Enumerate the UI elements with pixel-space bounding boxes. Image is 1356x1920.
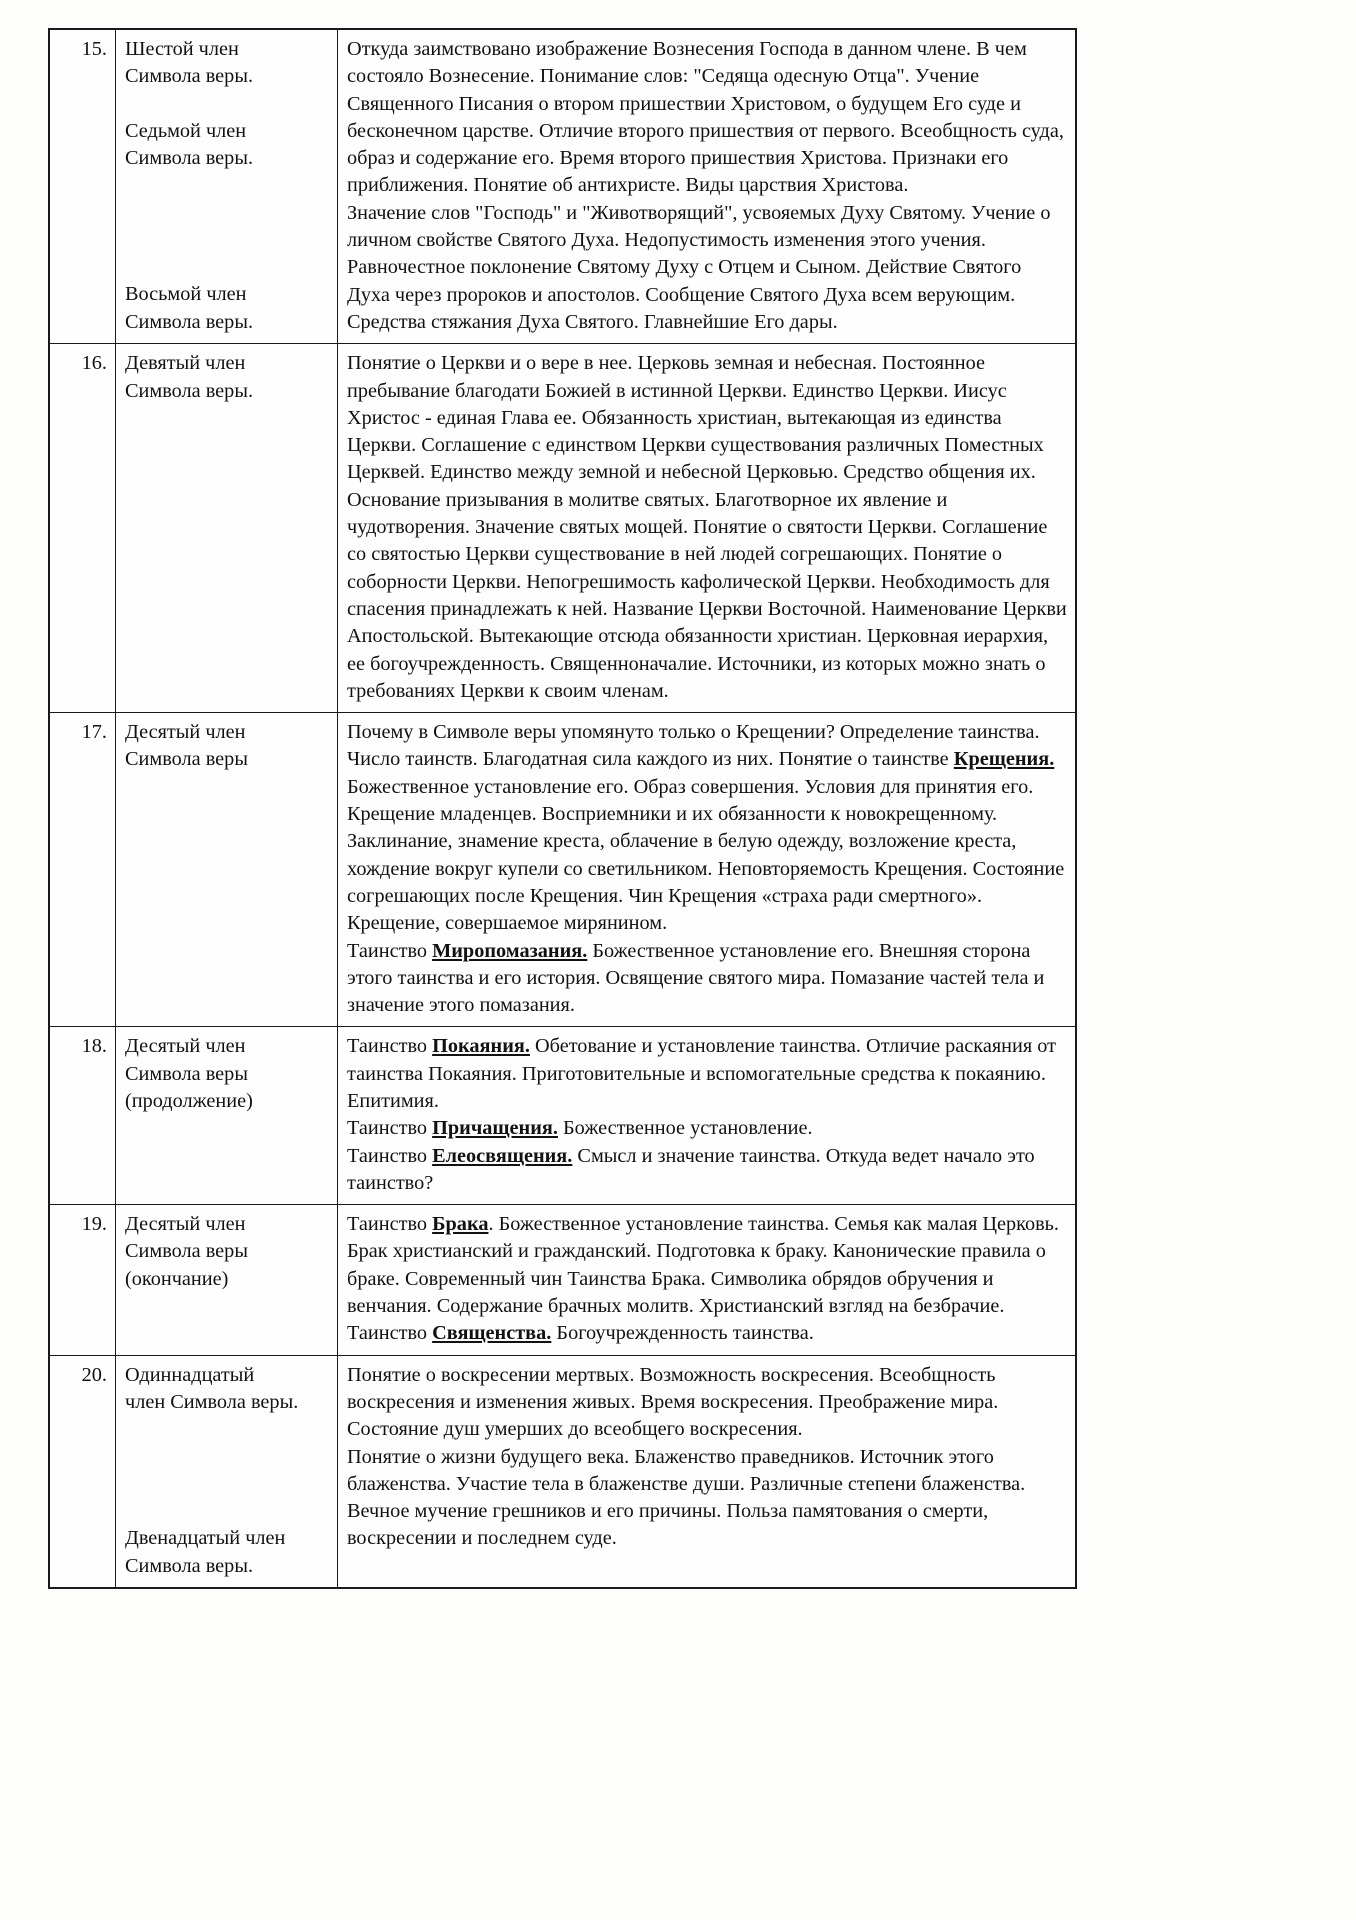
topic-block — [125, 1362, 329, 1417]
content-paragraph — [347, 1033, 1067, 1115]
row-topic — [116, 1027, 338, 1205]
topic-line: Десятый член — [125, 1035, 246, 1058]
content-text: Понятие о жизни будущего века. Блаженство праведников. Источник этого блаженства. Участие тела в блаженстве души. Различные степени блаженства. Вечное мучение грешников и его причины. Польза памятования о смерти, воскресении и последнем суде. — [347, 1445, 1026, 1550]
topic-line: Символа веры — [125, 1240, 248, 1263]
content-text: Таинство — [347, 1213, 433, 1236]
content-text: Значение слов "Господь" и "Животворящий", усвояемых Духу Святому. Учение о личном свойстве Святого Духа. Недопустимость изменения этого учения. Равночестное поклонение Святому Духу с Отцем и Сыном. Действие Святого Духа через пророков и апостолов. Сообщение Святого Духа всем верующим. Средства стяжания Духа Святого. Главнейшие Его дары. — [347, 201, 1051, 333]
row-number: 15. — [49, 29, 116, 344]
content-text: Откуда заимствовано изображение Вознесения Господа в данном члене. В чем состояло Вознесение. Понимание слов: "Седяща одесную Отца". Учение Священного Писания о втором пришествии Христовом, о будущем Его суде и бесконечном царстве. Отличие второго пришествия от первого. Всеобщность суда, образ и содержание его. Время второго пришествия Христова. Признаки его приближения. Понятие об антихристе. Виды царствия Христова. — [347, 38, 1064, 197]
topic-line: Шестой член — [125, 38, 239, 60]
content-text: . Божественное установление таинства. Семья как малая Церковь. Брак христианский и гражданский. Подготовка к браку. Канонические правила о браке. Современный чин Таинства Брака. Символика обрядов обручения и венчания. Содержание брачных молитв. Христианский взгляд на безбрачие. — [347, 1213, 1060, 1318]
topic-line: Десятый член — [125, 721, 246, 744]
content-text: Таинство — [347, 1144, 433, 1167]
content-text: Божественное установление его. Внешняя сторона этого таинства и его история. Освящение святого мира. Помазание частей тела и значение этого помазания. — [347, 939, 1045, 1017]
topic-block — [125, 200, 329, 255]
content-text: Понятие о воскресении мертвых. Возможность воскресения. Всеобщность воскресения и изменения живых. Время воскресения. Преображение мира. Состояние душ умерших до всеобщего воскресения. — [347, 1363, 999, 1441]
content-paragraph — [347, 1362, 1067, 1444]
topic-line: Символа веры. — [125, 65, 254, 88]
syllabus-table-body — [49, 29, 1076, 1588]
content-paragraph — [347, 36, 1067, 200]
table-row — [49, 1355, 1076, 1588]
topic-block — [125, 1211, 329, 1293]
row-number: 16. — [49, 344, 116, 713]
topic-line — [125, 200, 329, 227]
content-paragraph — [347, 1115, 1067, 1142]
topic-line: Символа веры — [125, 748, 248, 771]
topic-block — [125, 118, 329, 173]
topic-block — [125, 1525, 329, 1580]
row-number: 17. — [49, 713, 116, 1027]
content-text: Божественное установление его. Образ совершения. Условия для принятия его. Крещение младенцев. Восприемники и их обязанности к новокрещенному. Заклинание, знамение креста, облачение в белую одежду, возложение креста, хождение вокруг купели со светильником. Неповторяемость Крещения. Состояние согрешающих после Крещения. Чин Крещения «страха ради смертного». Крещение, совершаемое мирянином. — [347, 775, 1065, 935]
content-paragraph — [347, 200, 1067, 336]
sacrament-term: Брака — [432, 1213, 489, 1236]
topic-line: Седьмой член — [125, 119, 247, 142]
table-row — [49, 1205, 1076, 1355]
table-row — [49, 713, 1076, 1027]
sacrament-term: Причащения. — [432, 1117, 558, 1140]
sacrament-term: Миропомазания. — [432, 939, 588, 962]
content-text: Таинство — [347, 1035, 433, 1058]
topic-line: Символа веры. — [125, 310, 254, 333]
topic-line: Символа веры — [125, 1062, 248, 1085]
topic-line — [125, 227, 329, 254]
topic-line: Одиннадцатый — [125, 1363, 255, 1386]
content-text: Обетование и установление таинства. Отличие раскаяния от таинства Покаяния. Приготовительные и вспомогательные средства к покаянию. Епитимия. — [347, 1035, 1057, 1112]
sacrament-term: Елеосвящения. — [432, 1144, 573, 1167]
table-row — [49, 29, 1076, 344]
content-paragraph — [347, 719, 1067, 937]
row-content — [338, 1355, 1077, 1588]
row-topic — [116, 344, 338, 713]
topic-line: (окончание) — [125, 1267, 229, 1290]
topic-line — [125, 1471, 329, 1498]
topic-line: Десятый член — [125, 1213, 246, 1236]
content-text: Богоучрежденность таинства. — [551, 1322, 814, 1345]
content-text: Таинство — [347, 1117, 433, 1140]
sacrament-term: Священства. — [432, 1322, 552, 1345]
content-paragraph — [347, 938, 1067, 1020]
table-row — [49, 344, 1076, 713]
topic-line: Символа веры. — [125, 1554, 254, 1577]
topic-line: член Символа веры. — [125, 1390, 299, 1413]
row-content — [338, 1205, 1077, 1355]
topic-block — [125, 350, 329, 405]
topic-block — [125, 1443, 329, 1498]
topic-line: (продолжение) — [125, 1089, 253, 1112]
row-content — [338, 344, 1077, 713]
row-topic — [116, 1355, 338, 1588]
content-text: Понятие о Церкви и о вере в нее. Церковь земная и небесная. Постоянное пребывание благодати Божией в истинной Церкви. Единство Церкви. Иисус Христос - единая Глава ее. Обязанность христиан, вытекающая из единства Церкви. Соглашение с единством Церкви существования различных Поместных Церквей. Единство между земной и небесной Церковью. Средство общения их. Основание призывания в молитве святых. Благотворное их явление и чудотворения. Значение святых мощей. Понятие о святости Церкви. Соглашение со святостью Церкви существование в ней людей согрешающих. Понятие о соборности Церкви. Непогрешимость кафолической Церкви. Необходимость для спасения принадлежать к ней. Название Церкви Восточной. Наименование Церкви Апостольской. Вытекающие отсюда обязанности христиан. Церковная иерархия, ее богоучрежденность. Священноначалие. Источники, из которых можно знать о требованиях Церкви к своим членам. — [347, 352, 1067, 702]
content-paragraph — [347, 1444, 1067, 1553]
row-topic — [116, 1205, 338, 1355]
content-text: Божественное установление. — [557, 1117, 813, 1140]
table-row — [49, 1027, 1076, 1205]
topic-line: Девятый член — [125, 352, 246, 375]
row-number: 19. — [49, 1205, 116, 1355]
topic-line — [125, 1443, 329, 1470]
sacrament-term: Крещения. — [953, 748, 1055, 771]
topic-line: Символа веры. — [125, 147, 254, 170]
content-text: Почему в Символе веры упомянуто только о Крещении? Определение таинства. Число таинств. Благодатная сила каждого из них. Понятие о таинстве — [347, 721, 1040, 771]
content-paragraph — [347, 1320, 1067, 1347]
topic-block — [125, 1033, 329, 1115]
content-paragraph — [347, 350, 1067, 705]
row-content — [338, 29, 1077, 344]
sacrament-term: Покаяния. — [432, 1035, 530, 1058]
topic-block — [125, 281, 329, 336]
content-paragraph — [347, 1211, 1067, 1320]
topic-line: Двенадцатый член — [125, 1527, 286, 1550]
topic-line: Восьмой член — [125, 283, 247, 306]
row-content — [338, 1027, 1077, 1205]
row-topic — [116, 29, 338, 344]
content-paragraph — [347, 1143, 1067, 1198]
syllabus-table — [48, 28, 1077, 1589]
row-topic — [116, 713, 338, 1027]
content-text: Смысл и значение таинства. Откуда ведет начало это таинство? — [347, 1144, 1035, 1194]
topic-block — [125, 36, 329, 91]
topic-block — [125, 719, 329, 774]
topic-line: Символа веры. — [125, 379, 254, 402]
row-content — [338, 713, 1077, 1027]
content-text: Таинство — [347, 1322, 433, 1345]
content-text: Таинство — [347, 939, 433, 962]
row-number: 20. — [49, 1355, 116, 1588]
row-number: 18. — [49, 1027, 116, 1205]
